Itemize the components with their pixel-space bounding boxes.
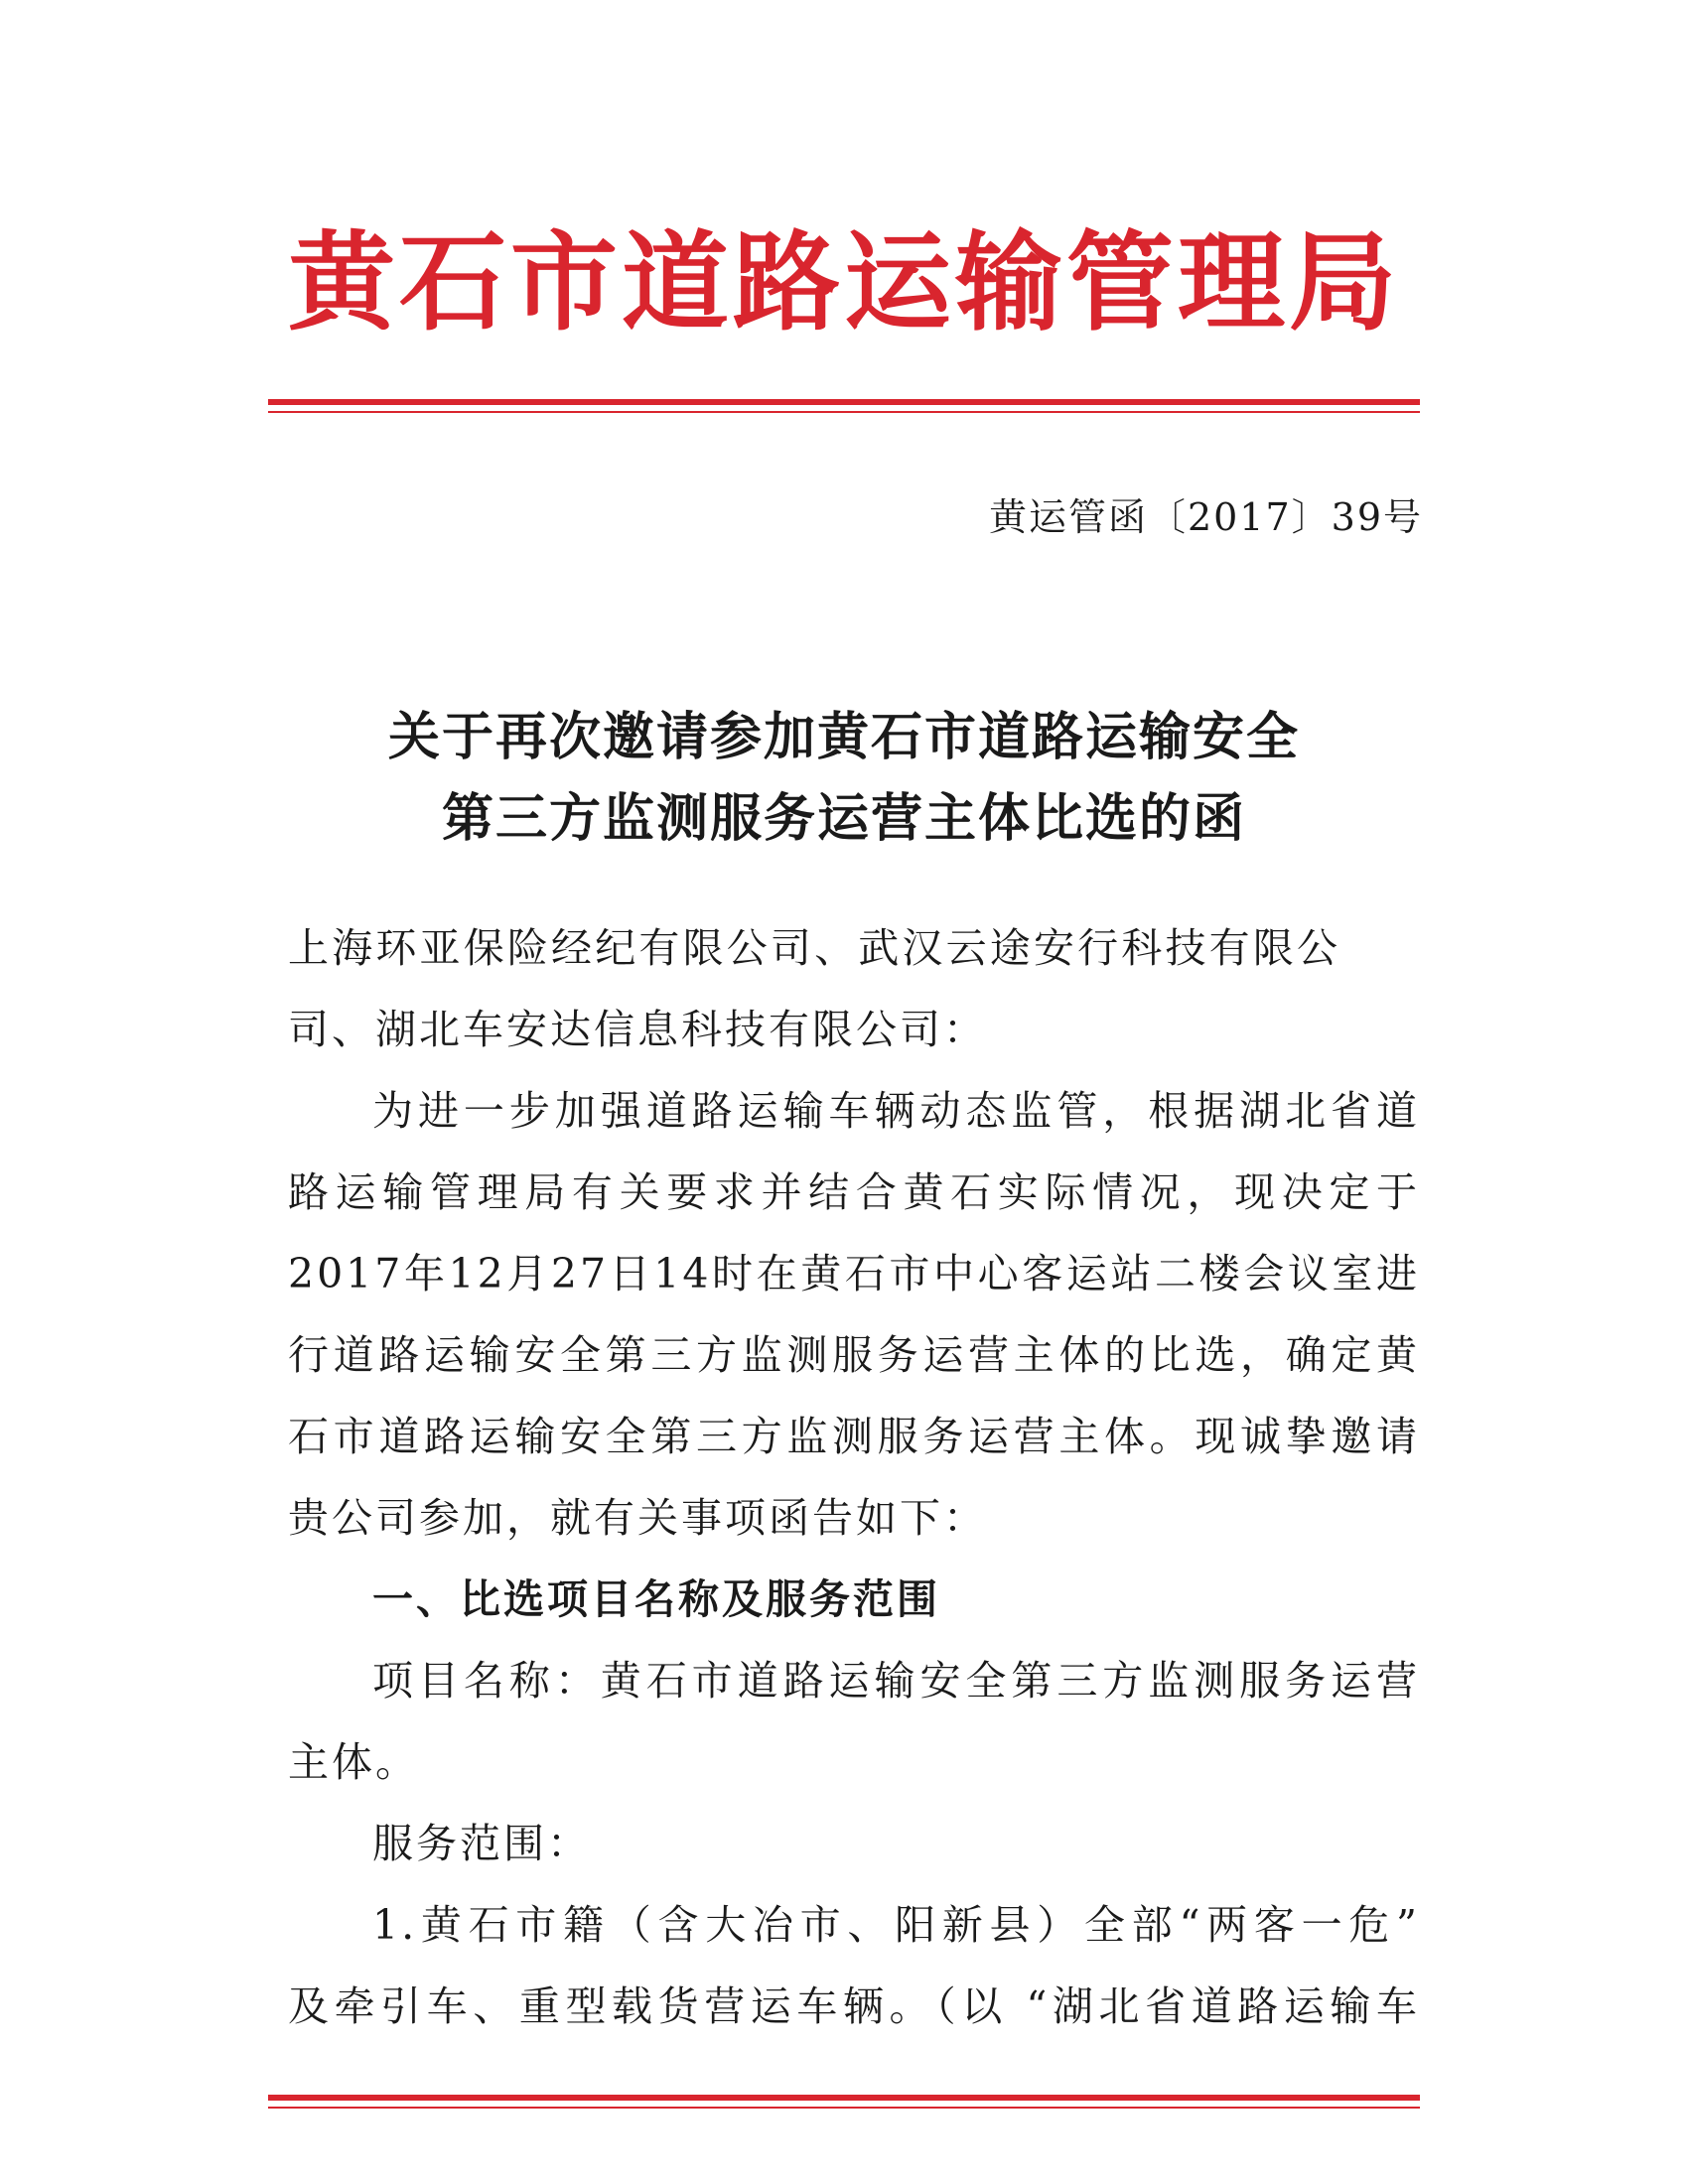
paragraph-line: 服务范围：	[372, 1820, 591, 1867]
paragraph-line: 及牵引车、重型载货营运车辆。（以 “湖北省道路运输车	[288, 1982, 1420, 2030]
addressee-line-1: 上海环亚保险经纪有限公司、武汉云途安行科技有限公	[288, 924, 1340, 972]
paragraph-line: 贵公司参加，就有关事项函告如下：	[288, 1494, 987, 1542]
section-heading: 一、比选项目名称及服务范围	[372, 1575, 940, 1623]
subject-line-2: 第三方监测服务运营主体比选的函	[441, 788, 1246, 849]
footer-rule-thin	[268, 2107, 1420, 2109]
paragraph-line: 路运输管理局有关要求并结合黄石实际情况，现决定于	[288, 1168, 1420, 1216]
addressee-line-2: 司、湖北车安达信息科技有限公司：	[288, 1006, 987, 1053]
paragraph-line: 主体。	[288, 1738, 419, 1786]
letterhead-rule-thick	[268, 399, 1420, 405]
paragraph-line: 为进一步加强道路运输车辆动态监管，根据湖北省道	[372, 1087, 1420, 1135]
paragraph-line: 行道路运输安全第三方监测服务运营主体的比选，确定黄	[288, 1331, 1420, 1379]
paragraph-line: 项目名称：黄石市道路运输安全第三方监测服务运营	[372, 1657, 1420, 1705]
letterhead-rule-thin	[268, 411, 1420, 413]
paragraph-line: 2017年12月27日14时在黄石市中心客运站二楼会议室进	[288, 1250, 1420, 1297]
paragraph-line: 1.黄石市籍（含大冶市、阳新县）全部“两客一危”	[372, 1901, 1420, 1949]
paragraph-line: 石市道路运输安全第三方监测服务运营主体。现诚挚邀请	[288, 1413, 1420, 1460]
footer-rule-thick	[268, 2095, 1420, 2101]
agency-letterhead-title: 黄石市道路运输管理局	[287, 220, 1400, 345]
document-number: 黄运管函〔2017〕39号	[988, 495, 1423, 539]
subject-line-1: 关于再次邀请参加黄石市道路运输安全	[387, 707, 1300, 767]
